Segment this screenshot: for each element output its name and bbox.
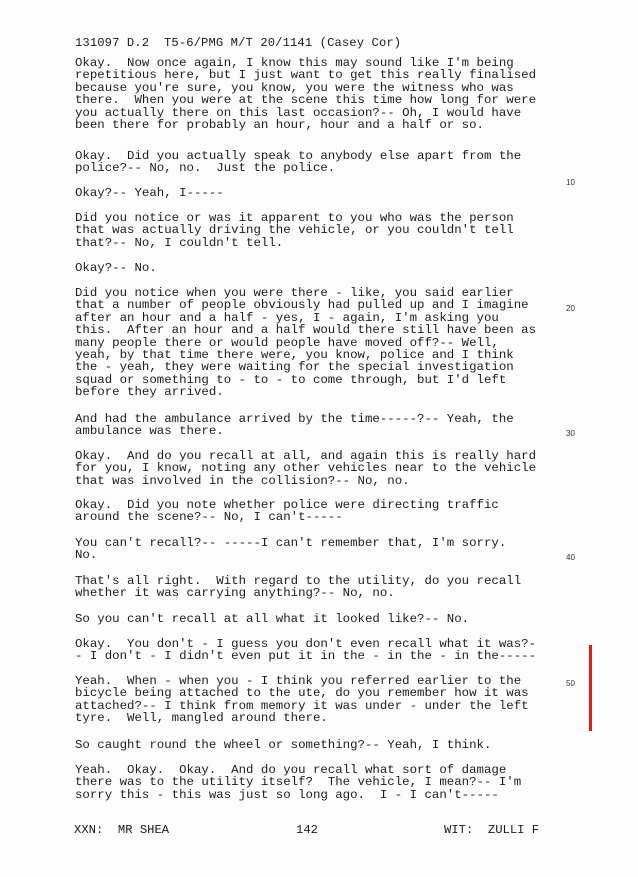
paragraph: Yeah. When - when you - I think you referred earlier to the bicycle being attached to the ute, do you remember how it was attached?-- I think from memory it was under - under the left tyre. Well, mangled around there. xyxy=(75,674,529,726)
paragraph: That's all right. With regard to the utility, do you recall whether it was carrying anything?-- No, no. xyxy=(75,574,522,601)
paragraph: So you can't recall at all what it looked like?-- No. xyxy=(75,612,470,626)
paragraph: So caught round the wheel or something?-- Yeah, I think. xyxy=(75,738,492,752)
footer-witness: WIT: ZULLI F xyxy=(444,823,540,837)
footer-page-number: 142 xyxy=(296,823,318,837)
line-number: 50 xyxy=(566,679,575,688)
line-number: 10 xyxy=(566,178,575,187)
paragraph: And had the ambulance arrived by the time-----?-- Yeah, the ambulance was there. xyxy=(75,412,514,439)
line-number: 30 xyxy=(566,429,575,438)
paragraph: Did you notice or was it apparent to you who was the person that was actually driving the vehicle, or you couldn't tell that?-- No, I couldn't tell. xyxy=(75,211,514,250)
paragraph: Okay?-- No. xyxy=(75,261,157,275)
paragraph: Okay. Did you note whether police were directing traffic around the scene?-- No, I can't----- xyxy=(75,498,499,525)
paragraph: You can't recall?-- -----I can't remember that, I'm sorry. No. xyxy=(75,536,507,563)
paragraph: Okay. Did you actually speak to anybody else apart from the police?-- No, no. Just the police. xyxy=(75,149,522,176)
paragraph: Okay. And do you recall at all, and again this is really hard for you, I know, noting any other vehicles near to the vehicle that was involved in the collision?-- No, no. xyxy=(75,449,537,488)
line-number: 20 xyxy=(566,304,575,313)
line-number: 40 xyxy=(566,553,575,562)
paragraph: Okay. You don't - I guess you don't even recall what it was?- - I don't - I didn't even put it in the - in the - in the----- xyxy=(75,637,537,664)
paragraph: Okay?-- Yeah, I----- xyxy=(75,186,224,200)
paragraph: Did you notice when you were there - like, you said earlier that a number of people obviously had pulled up and I imagine after an hour and a half - yes, I - again, I'm asking you this. After an hour and a half would there still have been as many people there or would people have moved off?-- Well, yeah, by that time there were, you know, police and I think the - yeah, they were waiting for the special investigation squad or something to - to - to come through, but I'd left before they arrived. xyxy=(75,286,537,400)
document-header: 131097 D.2 T5-6/PMG M/T 20/1141 (Casey Cor) xyxy=(75,36,402,50)
margin-highlight-mark xyxy=(589,645,592,731)
paragraph: Yeah. Okay. Okay. And do you recall what sort of damage there was to the utility itself? The vehicle, I mean?-- I'm sorry this - this was just so long ago. I - I can't----- xyxy=(75,763,522,802)
footer-examiner: XXN: MR SHEA xyxy=(74,823,170,837)
paragraph: Okay. Now once again, I know this may sound like I'm being repetitious here, but I just want to get this really finalised because you're sure, you know, you were the witness who was there. When you were at the scene this time how long for were you actually there on this last occasion?-- Oh, I would have been there for probably an hour, hour and a half or so. xyxy=(75,56,537,133)
